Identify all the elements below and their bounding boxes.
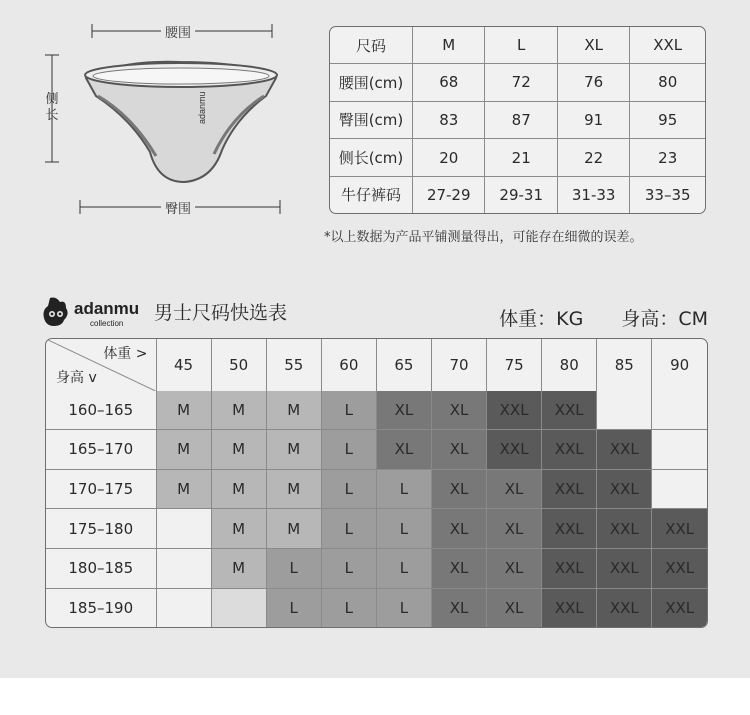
size-cell [156, 509, 211, 549]
spec-cell: 31-33 [557, 176, 629, 213]
weight-header-cell: 85 [597, 339, 652, 391]
height-row [46, 430, 707, 470]
spec-cell: 20 [413, 139, 485, 177]
measurement-note: *以上数据为产品平铺测量得出，可能存在细微的误差。 [324, 230, 643, 245]
height-range-cell: 175–180 [46, 509, 156, 549]
size-cell: M [156, 430, 211, 470]
spec-cell: M [413, 27, 485, 64]
size-cell: M [266, 469, 321, 509]
spec-cell: 83 [413, 101, 485, 139]
size-cell: XL [487, 549, 542, 589]
spec-row [330, 139, 705, 177]
spec-cell: 33–35 [630, 176, 705, 213]
size-cell: XXL [652, 588, 707, 627]
height-row [46, 588, 707, 627]
units-legend [499, 304, 708, 331]
size-cell [652, 391, 707, 430]
size-cell: XL [376, 391, 431, 430]
hip-label: 臀围 [161, 198, 195, 217]
weight-header-cell: 75 [487, 339, 542, 391]
size-cell: XL [431, 430, 486, 470]
briefs-illustration [0, 0, 320, 230]
side-length-label: 侧长 [45, 92, 59, 123]
size-cell: M [156, 469, 211, 509]
size-cell: XXL [597, 588, 652, 627]
height-row [46, 469, 707, 509]
height-range-cell: 185–190 [46, 588, 156, 627]
size-cell: XXL [652, 549, 707, 589]
brand-logo [40, 292, 152, 332]
size-cell: M [211, 391, 266, 430]
size-cell: M [211, 549, 266, 589]
spec-cell: 21 [485, 139, 557, 177]
size-cell: XL [431, 549, 486, 589]
spec-header-row [330, 27, 705, 64]
weight-header-cell: 65 [376, 339, 431, 391]
size-cell: XL [376, 430, 431, 470]
height-axis-label: 身高 v [56, 370, 97, 386]
size-cell [652, 430, 707, 470]
weight-header-cell: 90 [652, 339, 707, 391]
size-cell: XL [431, 509, 486, 549]
spec-cell: 29-31 [485, 176, 557, 213]
weight-header-cell: 80 [542, 339, 597, 391]
size-cell: XXL [542, 588, 597, 627]
spec-cell: 22 [557, 139, 629, 177]
height-range-cell: 170–175 [46, 469, 156, 509]
spec-row [330, 101, 705, 139]
spec-cell: 27-29 [413, 176, 485, 213]
size-cell: L [376, 549, 431, 589]
height-unit: 身高：CM [621, 308, 708, 330]
size-cell: L [321, 469, 376, 509]
spec-row-label: 尺码 [330, 27, 413, 64]
size-cell: XXL [597, 549, 652, 589]
weight-header-cell: 45 [156, 339, 211, 391]
size-cell: XXL [597, 430, 652, 470]
spec-cell: 87 [485, 101, 557, 139]
spec-row-label: 腰围(cm) [330, 64, 413, 102]
spec-cell: 23 [630, 139, 705, 177]
spec-cell: 76 [557, 64, 629, 102]
size-cell: L [321, 391, 376, 430]
size-cell: XXL [652, 509, 707, 549]
size-cell: L [321, 549, 376, 589]
size-cell: XXL [487, 391, 542, 430]
size-cell [597, 391, 652, 430]
logo-subtext: collection [90, 319, 124, 328]
size-cell: M [211, 509, 266, 549]
height-row [46, 391, 707, 430]
weight-axis-label: 体重 > [103, 346, 148, 362]
size-cell: M [156, 391, 211, 430]
size-cell: M [211, 469, 266, 509]
size-cell: XL [487, 469, 542, 509]
weight-header-cell: 55 [266, 339, 321, 391]
bottom-strip [0, 678, 750, 715]
waist-label: 腰围 [161, 22, 195, 41]
size-cell: L [376, 509, 431, 549]
spec-row-label: 侧长(cm) [330, 139, 413, 177]
size-cell: M [211, 430, 266, 470]
size-cell: M [266, 509, 321, 549]
chart-title: 男士尺码快选表 [154, 302, 288, 324]
height-row [46, 509, 707, 549]
size-cell: XXL [542, 430, 597, 470]
size-cell: XXL [542, 391, 597, 430]
size-cell [652, 469, 707, 509]
size-cell: XL [487, 509, 542, 549]
spec-cell: 91 [557, 101, 629, 139]
size-cell: XXL [597, 469, 652, 509]
spec-row [330, 64, 705, 102]
grid-corner [46, 339, 156, 391]
spec-cell: 72 [485, 64, 557, 102]
brand-header [40, 292, 300, 332]
size-cell: L [266, 549, 321, 589]
size-spec-table [329, 26, 706, 214]
size-cell [156, 588, 211, 627]
svg-text:adanmu: adanmu [197, 91, 207, 124]
spec-cell: XXL [630, 27, 705, 64]
size-cell: XL [431, 469, 486, 509]
spec-row [330, 176, 705, 213]
spec-cell: L [485, 27, 557, 64]
size-cell: XL [487, 588, 542, 627]
size-cell: L [376, 588, 431, 627]
size-cell: XXL [542, 549, 597, 589]
spec-row-label: 牛仔裤码 [330, 176, 413, 213]
size-cell: L [321, 430, 376, 470]
size-cell [156, 549, 211, 589]
weight-header-cell: 70 [431, 339, 486, 391]
spec-cell: XL [557, 27, 629, 64]
height-range-cell: 160–165 [46, 391, 156, 430]
size-cell: L [321, 509, 376, 549]
height-range-cell: 165–170 [46, 430, 156, 470]
size-cell: XXL [597, 509, 652, 549]
size-cell: L [376, 469, 431, 509]
size-cell: L [321, 588, 376, 627]
weight-header-cell: 60 [321, 339, 376, 391]
size-cell: XL [431, 391, 486, 430]
height-row [46, 549, 707, 589]
height-range-cell: 180–185 [46, 549, 156, 589]
weight-unit: 体重：KG [499, 308, 584, 330]
size-cell: XXL [487, 430, 542, 470]
size-cell: XXL [542, 509, 597, 549]
weight-header-cell: 50 [211, 339, 266, 391]
spec-row-label: 臀围(cm) [330, 101, 413, 139]
spec-cell: 68 [413, 64, 485, 102]
size-cell: M [266, 430, 321, 470]
size-cell: M [266, 391, 321, 430]
logo-wordmark: adanmu [74, 299, 140, 318]
size-cell: XL [431, 588, 486, 627]
size-cell [211, 588, 266, 627]
size-cell: XXL [542, 469, 597, 509]
spec-cell: 80 [630, 64, 705, 102]
size-cell: L [266, 588, 321, 627]
spec-cell: 95 [630, 101, 705, 139]
quick-size-chart [45, 338, 708, 628]
